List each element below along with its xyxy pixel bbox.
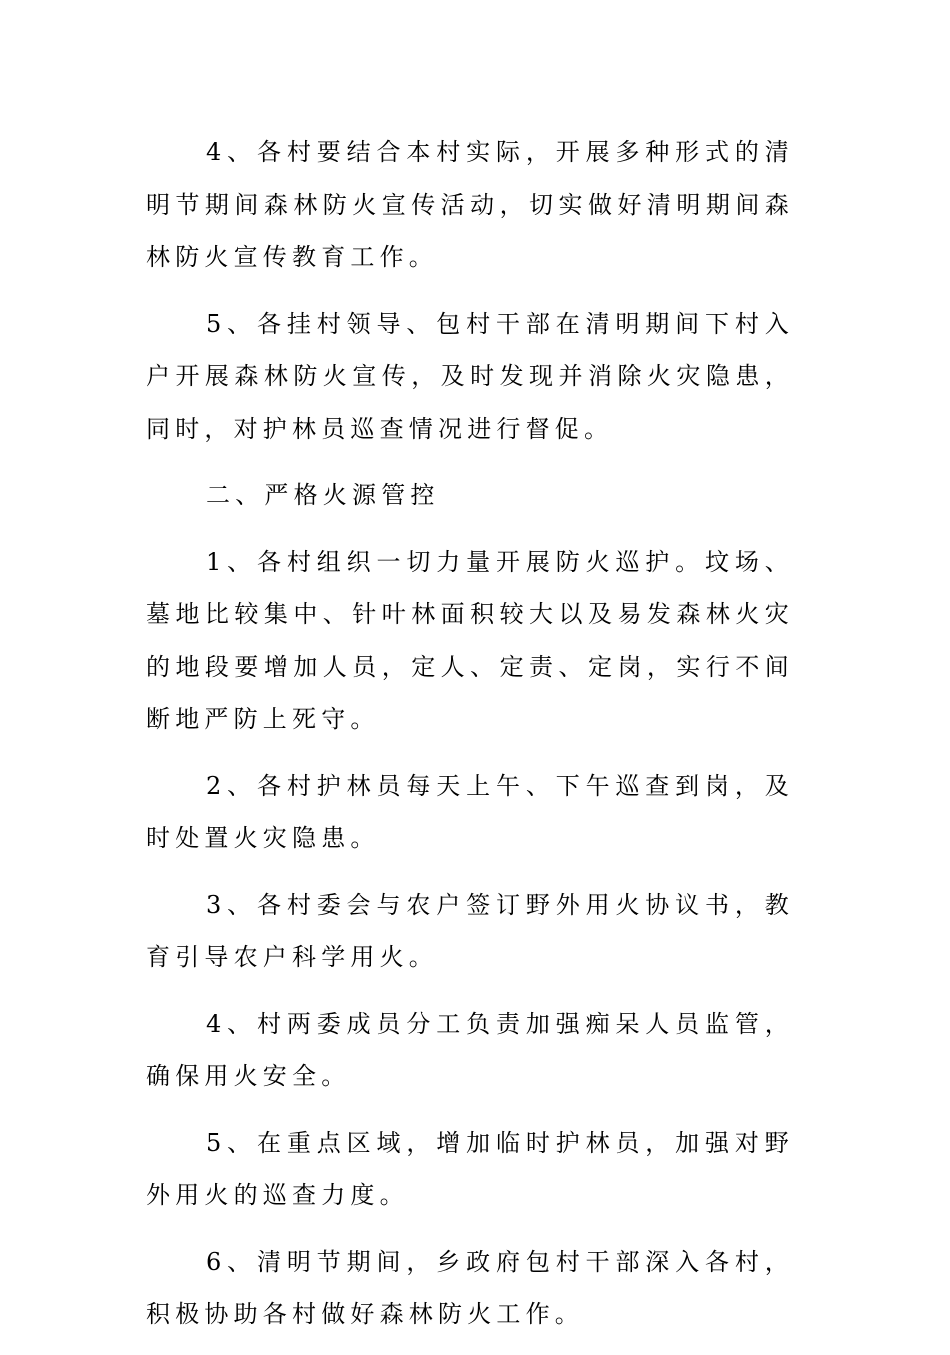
paragraph-item-2-ranger-inspection: 2、各村护林员每天上午、下午巡查到岗，及时处置火灾隐患。 — [146, 771, 794, 852]
paragraph-item-5-key-areas: 5、在重点区域，增加临时护林员，加强对野外用火的巡查力度。 — [146, 1128, 794, 1209]
paragraph-item-1-patrol: 1、各村组织一切力量开展防火巡护。坟场、墓地比较集中、针叶林面积较大以及易发森林火灾的地段要增加人员，定人、定责、定岗，实行不间断地严防上死守。 — [146, 547, 794, 733]
paragraph-item-5-village-leaders: 5、各挂村领导、包村干部在清明期间下村入户开展森林防火宣传，及时发现并消除火灾隐患，同时，对护林员巡查情况进行督促。 — [146, 309, 794, 443]
paragraph-item-3-fire-agreement: 3、各村委会与农户签订野外用火协议书，教育引导农户科学用火。 — [146, 890, 794, 971]
paragraph-item-4-supervision: 4、村两委成员分工负责加强痴呆人员监管，确保用火安全。 — [146, 1009, 794, 1090]
paragraph-item-6-qingming-assistance: 6、清明节期间，乡政府包村干部深入各村，积极协助各村做好森林防火工作。 — [146, 1247, 794, 1328]
paragraph-item-4-publicity: 4、各村要结合本村实际，开展多种形式的清明节期间森林防火宣传活动，切实做好清明期间森林防火宣传教育工作。 — [146, 138, 794, 271]
document-body — [146, 126, 794, 1355]
section-heading-fire-source-control: 二、严格火源管控 — [206, 481, 440, 509]
